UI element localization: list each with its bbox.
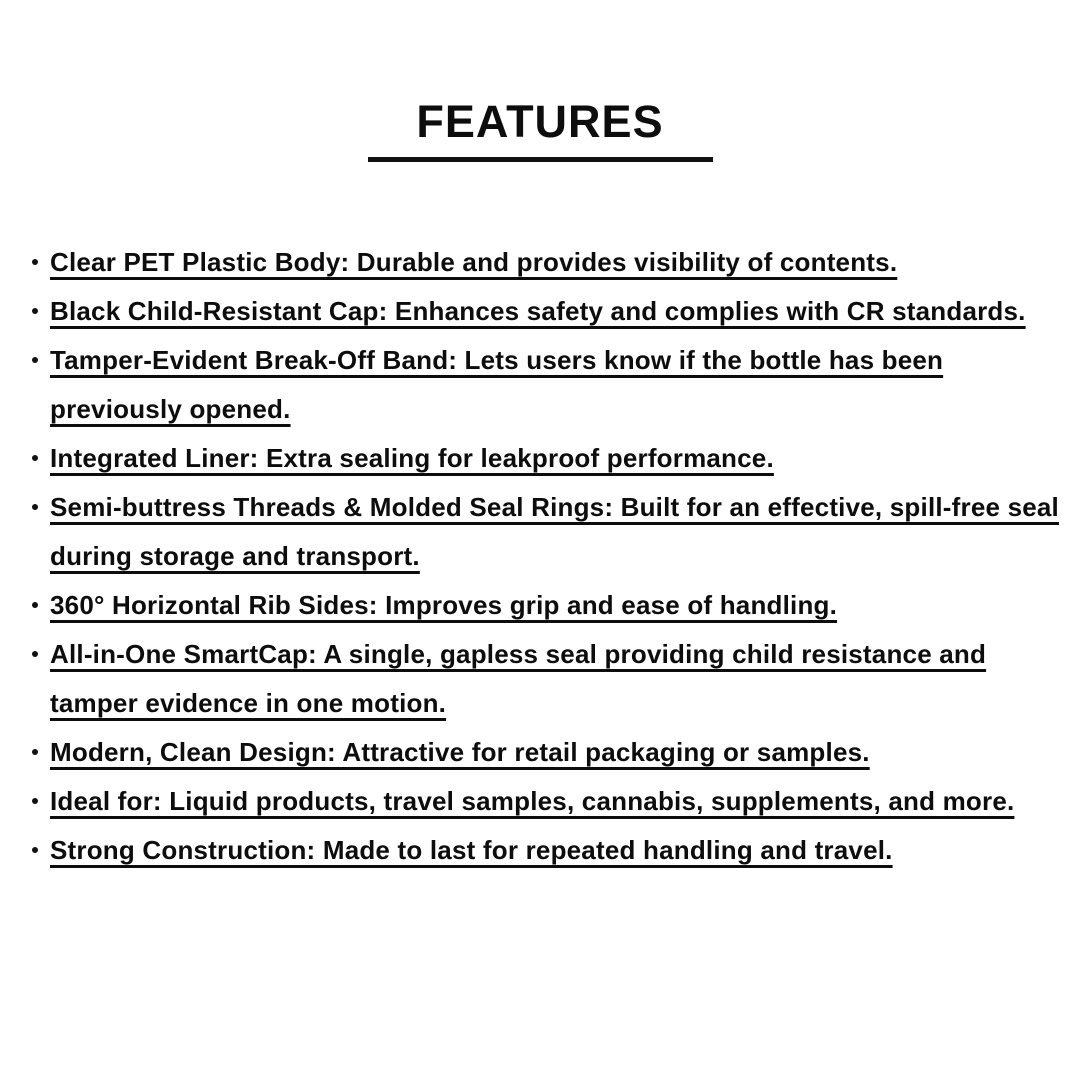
feature-text: Modern, Clean Design: Attractive for retail packaging or samples.: [50, 737, 870, 767]
bullet-icon: [32, 749, 38, 755]
list-item: [50, 826, 1076, 875]
list-item: [50, 728, 1076, 777]
feature-text: 360° Horizontal Rib Sides: Improves grip and ease of handling.: [50, 590, 838, 620]
feature-text: Semi-buttress Threads & Molded Seal Rings: Built for an effective, spill-free seal during storage and transport.: [50, 492, 1059, 571]
feature-text: Ideal for: Liquid products, travel samples, cannabis, supplements, and more.: [50, 786, 1015, 816]
feature-text: Strong Construction: Made to last for repeated handling and travel.: [50, 835, 893, 865]
bullet-icon: [32, 798, 38, 804]
feature-text: All-in-One SmartCap: A single, gapless seal providing child resistance and tamper evidence in one motion.: [50, 639, 987, 718]
list-item: [50, 238, 1076, 287]
bullet-icon: [32, 259, 38, 265]
feature-text: Clear PET Plastic Body: Durable and provides visibility of contents.: [50, 247, 898, 277]
bullet-icon: [32, 455, 38, 461]
bullet-icon: [32, 847, 38, 853]
bullet-icon: [32, 308, 38, 314]
list-item: [50, 777, 1076, 826]
list-item: [50, 630, 1076, 728]
feature-text: Tamper-Evident Break-Off Band: Lets users know if the bottle has been previously opened.: [50, 345, 944, 424]
feature-text: Integrated Liner: Extra sealing for leakproof performance.: [50, 443, 774, 473]
header: [0, 0, 1080, 162]
bullet-icon: [32, 504, 38, 510]
list-item: [50, 434, 1076, 483]
page-title: FEATURES: [416, 96, 664, 147]
list-item: [50, 581, 1076, 630]
bullet-icon: [32, 602, 38, 608]
bullet-icon: [32, 651, 38, 657]
list-item: [50, 287, 1076, 336]
feature-text: Black Child-Resistant Cap: Enhances safety and complies with CR standards.: [50, 296, 1026, 326]
bullet-icon: [32, 357, 38, 363]
list-item: [50, 483, 1076, 581]
features-list: [0, 238, 1080, 875]
title-underline: [368, 157, 713, 162]
list-item: [50, 336, 1076, 434]
